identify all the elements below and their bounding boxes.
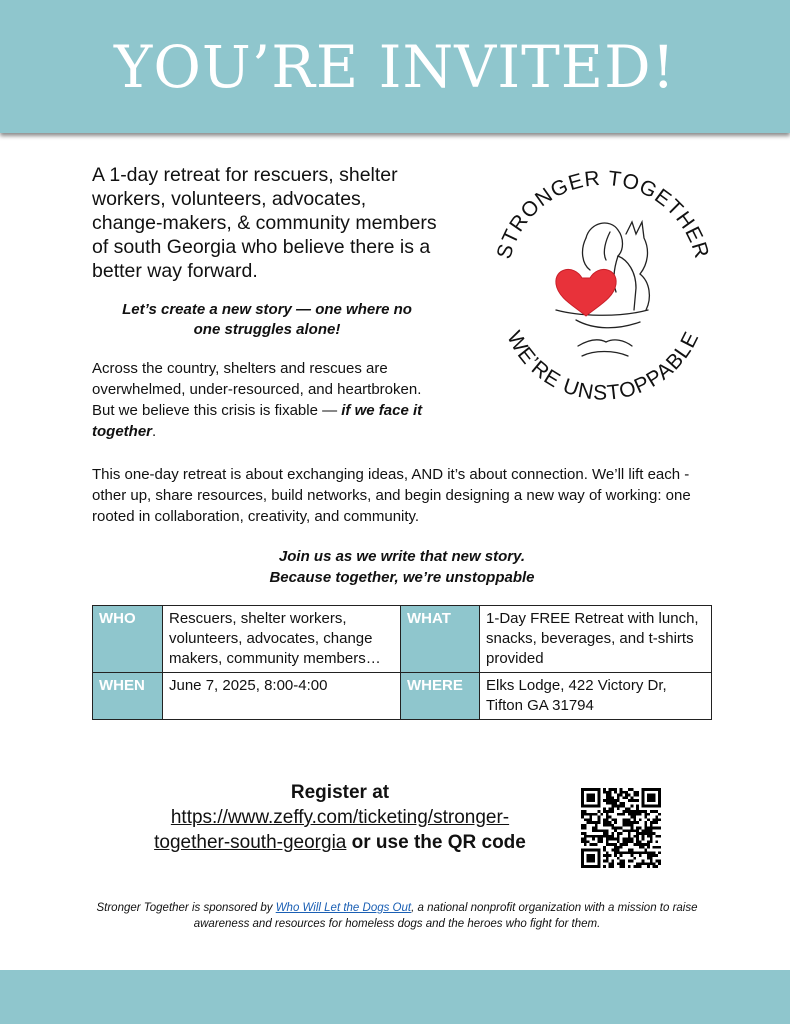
register-url-part2[interactable]: together-south-georgia <box>154 832 347 853</box>
paragraph-retreat: This one-day retreat is about exchanging ideas, AND it’s about connection. We’ll lift each -other up, share resources, build networks, and begin designing a new way of working: one rooted in collaboration, creativity, and community. <box>92 466 691 525</box>
paragraph-crisis-text: Across the country, shelters and rescues are overwhelmed, under-resourced, and heartbroken. But we believe this crisis is fixable — <box>92 360 422 419</box>
stronger-together-logo <box>478 160 728 410</box>
when-label: WHEN <box>93 673 163 720</box>
call-to-action <box>92 546 712 588</box>
logo-bottom-text: WE’RE UNSTOPPABLE <box>502 327 704 405</box>
qr-code[interactable] <box>581 788 661 868</box>
sponsor-note <box>92 900 702 932</box>
page-title: YOU’RE INVITED! <box>114 33 676 101</box>
sponsor-after: , a national nonprofit organization with a mission to raise awareness and resources for homeless dogs and the heroes who fight for them. <box>193 902 698 930</box>
header-banner <box>0 0 790 133</box>
register-block <box>110 780 570 855</box>
paragraph-crisis-emphasis: if we face it together <box>92 402 423 440</box>
who-value: Rescuers, shelter workers, volunteers, advocates, change makers, community members… <box>163 606 401 673</box>
who-label: WHO <box>93 606 163 673</box>
tagline <box>92 300 442 340</box>
paragraph-crisis-end: . <box>152 423 157 440</box>
sponsor-before: Stronger Together is sponsored by <box>96 902 276 914</box>
paragraph-crisis <box>92 358 437 442</box>
table-row <box>93 606 712 673</box>
register-url-part1[interactable]: https://www.zeffy.com/ticketing/stronger- <box>170 807 510 828</box>
tagline-line1: Let’s create a new story — one where no <box>122 301 412 318</box>
tagline-line2: one struggles alone! <box>193 321 341 338</box>
where-label: WHERE <box>401 673 480 720</box>
footer-banner <box>0 970 790 1024</box>
register-qr-hint: or use the QR code <box>346 832 526 853</box>
cta-line1: Join us as we write that new story. <box>278 548 526 565</box>
logo-top-text: STRONGER TOGETHER <box>492 166 714 262</box>
cta-line2: Because together, we’re unstoppable <box>269 569 535 586</box>
register-heading: Register at <box>290 782 390 803</box>
table-row <box>93 673 712 720</box>
what-label: WHAT <box>401 606 480 673</box>
heart-icon <box>556 269 616 316</box>
sponsor-link[interactable]: Who Will Let the Dogs Out <box>275 902 412 914</box>
what-value: 1-Day FREE Retreat with lunch, snacks, beverages, and t-shirts provided <box>480 606 712 673</box>
intro-text: A 1-day retreat for rescuers, shelter workers, volunteers, advocates, change-makers, & community members of south Georgia who believe there is a better way forward. <box>92 164 437 282</box>
event-details-table <box>92 605 712 720</box>
when-value: June 7, 2025, 8:00-4:00 <box>163 673 401 720</box>
where-value: Elks Lodge, 422 Victory Dr, Tifton GA 31794 <box>480 673 712 720</box>
